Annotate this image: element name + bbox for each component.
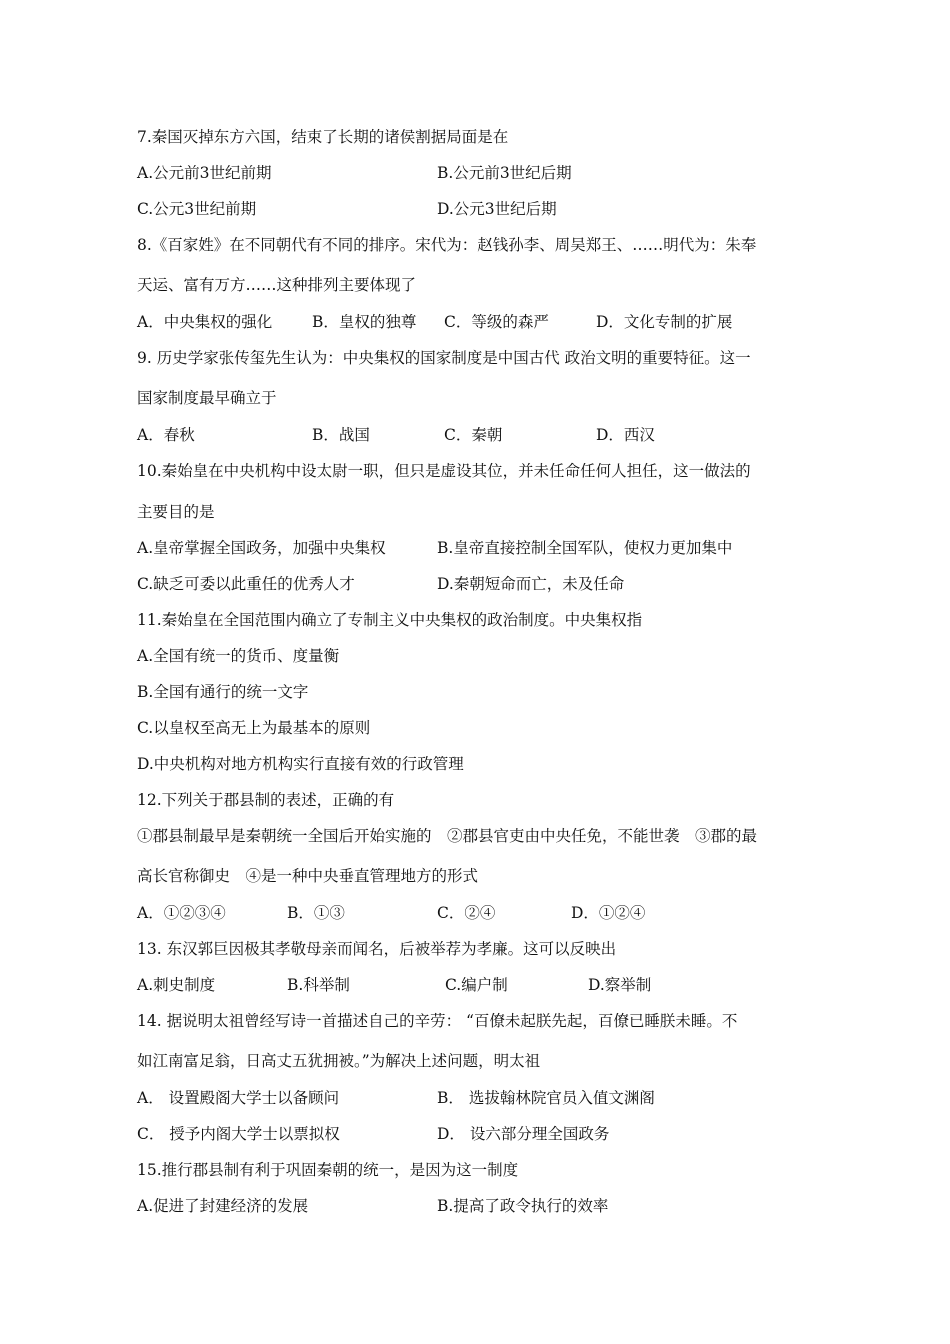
question-12-option-d: D．①②④: [571, 904, 646, 922]
question-11-option-d: D.中央机构对地方机构实行直接有效的行政管理: [137, 755, 464, 773]
question-8-option-a: A．中央集权的强化: [137, 313, 273, 331]
question-9-option-d: D．西汉: [596, 426, 655, 444]
question-10-option-a: A.皇帝掌握全国政务，加强中央集权: [137, 539, 386, 557]
question-10-option-c: C.缺乏可委以此重任的优秀人才: [137, 575, 355, 593]
question-13-option-b: B.科举制: [287, 976, 350, 994]
question-14-option-d: D． 设六部分理全国政务: [437, 1125, 610, 1143]
question-12-option-b: B．①③: [287, 904, 345, 922]
question-9-stem-line-2: 国家制度最早确立于: [137, 389, 277, 407]
question-12-stem-line-1: 12.下列关于郡县制的表述，正确的有: [137, 791, 395, 809]
question-9-option-a: A．春秋: [137, 426, 195, 444]
question-12-option-a: A．①②③④: [137, 904, 226, 922]
question-15-option-b: B.提高了政令执行的效率: [437, 1197, 609, 1215]
question-15-option-a: A.促进了封建经济的发展: [137, 1197, 309, 1215]
question-14-option-c: C． 授予内阁大学士以票拟权: [137, 1125, 340, 1143]
question-10-stem-line-2: 主要目的是: [137, 503, 215, 521]
question-8-option-b: B．皇权的独尊: [312, 313, 417, 331]
question-13-option-c: C.编户制: [445, 976, 508, 994]
question-8-option-d: D．文化专制的扩展: [596, 313, 733, 331]
question-13-option-a: A.刺史制度: [137, 976, 216, 994]
question-11-option-a: A.全国有统一的货币、度量衡: [137, 647, 340, 665]
question-7-option-c: C.公元3世纪前期: [137, 200, 257, 218]
question-14-option-b: B． 选拔翰林院官员入值文渊阁: [437, 1089, 655, 1107]
question-14-option-a: A． 设置殿阁大学士以备顾问: [137, 1089, 340, 1107]
question-7-option-b: B.公元前3世纪后期: [437, 164, 572, 182]
question-8-option-c: C．等级的森严: [444, 313, 549, 331]
question-7-stem: 7.秦国灭掉东方六国，结束了长期的诸侯割据局面是在: [137, 128, 509, 146]
question-14-stem-line-2: 如江南富足翁，日高丈五犹拥被。”为解决上述问题，明太祖: [137, 1052, 541, 1070]
question-13-option-d: D.察举制: [588, 976, 652, 994]
question-8-stem-line-1: 8.《百家姓》在不同朝代有不同的排序。宋代为：赵钱孙李、周吴郑王、……明代为：朱奉: [137, 236, 757, 254]
question-14-stem-line-1: 14. 据说明太祖曾经写诗一首描述自己的辛劳： “百僚未起朕先起，百僚已睡朕未睡。不: [137, 1012, 738, 1030]
question-11-option-c: C.以皇权至高无上为最基本的原则: [137, 719, 371, 737]
question-15-stem: 15.推行郡县制有利于巩固秦朝的统一，是因为这一制度: [137, 1161, 519, 1179]
question-10-option-d: D.秦朝短命而亡，未及任命: [437, 575, 625, 593]
question-12-stem-line-3: 高长官称御史 ④是一种中央垂直管理地方的形式: [137, 867, 479, 885]
question-11-option-b: B.全国有通行的统一文字: [137, 683, 309, 701]
question-12-option-c: C．②④: [437, 904, 496, 922]
question-11-stem: 11.秦始皇在全国范围内确立了专制主义中央集权的政治制度。中央集权指: [137, 611, 643, 629]
question-9-stem-line-1: 9. 历史学家张传玺先生认为：中央集权的国家制度是中国古代 政治文明的重要特征。这一: [137, 349, 751, 367]
question-10-stem-line-1: 10.秦始皇在中央机构中设太尉一职，但只是虚设其位，并未任命任何人担任，这一做法的: [137, 462, 751, 480]
question-7-option-a: A.公元前3世纪前期: [137, 164, 272, 182]
question-7-option-d: D.公元3世纪后期: [437, 200, 557, 218]
question-12-stem-line-2: ①郡县制最早是秦朝统一全国后开始实施的 ②郡县官吏由中央任免，不能世袭 ③郡的最: [137, 827, 758, 845]
question-9-option-c: C．秦朝: [444, 426, 503, 444]
question-10-option-b: B.皇帝直接控制全国军队，使权力更加集中: [437, 539, 733, 557]
question-8-stem-line-2: 天运、富有万方……这种排列主要体现了: [137, 276, 417, 294]
question-9-option-b: B．战国: [312, 426, 370, 444]
question-13-stem: 13. 东汉郭巨因极其孝敬母亲而闻名，后被举荐为孝廉。这可以反映出: [137, 940, 617, 958]
